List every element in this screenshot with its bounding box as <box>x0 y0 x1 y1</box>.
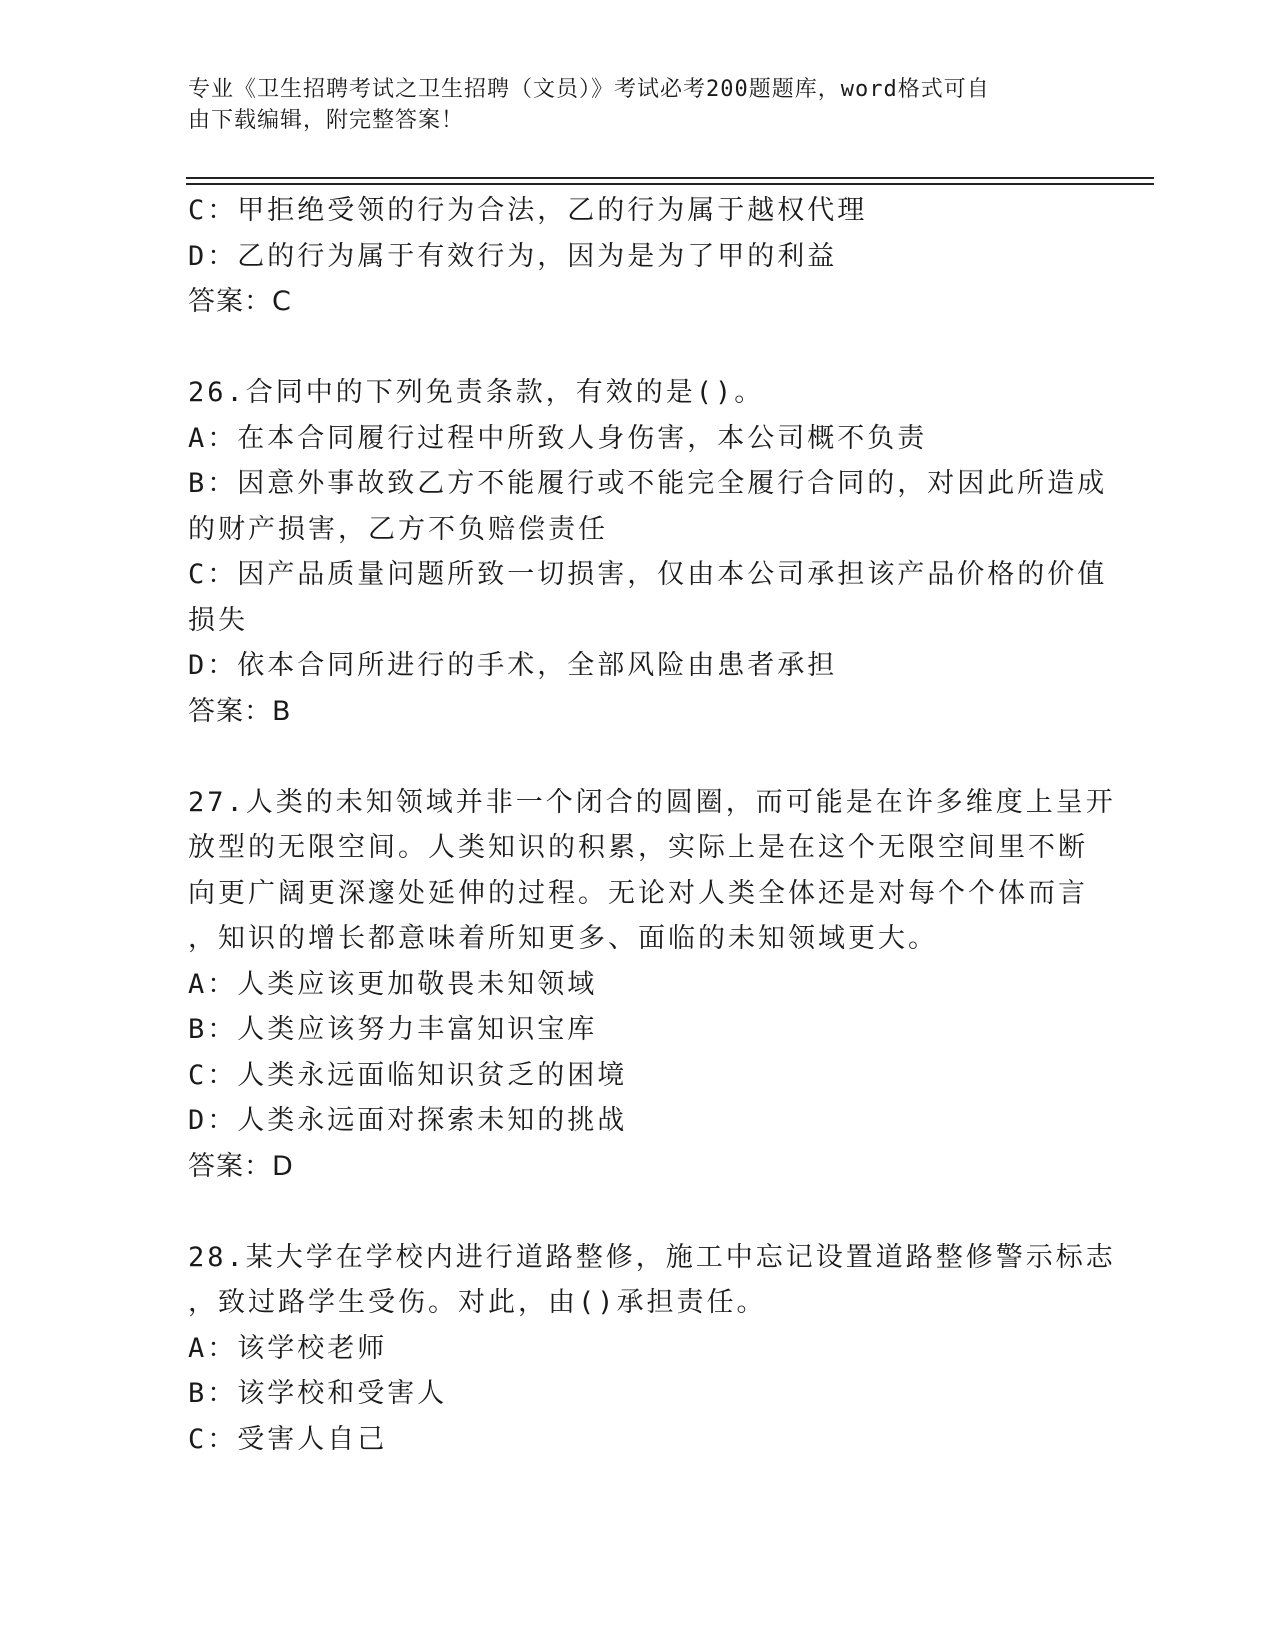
option-a: A：人类应该更加敬畏未知领域 <box>188 968 598 1000</box>
question-28 <box>188 1235 1116 1463</box>
option-c: C：因产品质量问题所致一切损害，仅由本公司承担该产品价格的价值 <box>188 559 1108 590</box>
question-25-tail <box>188 188 1088 325</box>
option-d: D：人类永远面对探索未知的挑战 <box>188 1105 628 1136</box>
question-stem: 28.某大学在学校内进行道路整修，施工中忘记设置道路整修警示标志 <box>188 1241 1116 1273</box>
question-spacer <box>188 1189 1088 1235</box>
option-c: C：受害人自己 <box>188 1423 388 1455</box>
header-line-2: 由下载编辑，附完整答案！ <box>188 108 465 133</box>
answer: 答案：C <box>188 286 292 317</box>
question-stem: 26.合同中的下列免责条款，有效的是()。 <box>188 377 765 408</box>
question-spacer <box>188 325 1088 371</box>
question-27 <box>188 780 1116 1190</box>
question-stem-continued: ，致过路学生受伤。对此，由()承担责任。 <box>188 1287 767 1318</box>
answer: 答案：D <box>188 1150 294 1182</box>
option-c: C：甲拒绝受领的行为合法，乙的行为属于越权代理 <box>188 195 868 226</box>
option-a: A：在本合同履行过程中所致人身伤害，本公司概不负责 <box>188 422 928 454</box>
option-c: C：人类永远面临知识贫乏的困境 <box>188 1059 628 1091</box>
header-divider-top <box>186 177 1154 179</box>
header-line-1: 专业《卫生招聘考试之卫生招聘（文员）》考试必考200题题库，word格式可自 <box>188 77 990 102</box>
option-b-continued: 的财产损害，乙方不负赔偿责任 <box>188 513 608 545</box>
answer: 答案：B <box>188 695 292 727</box>
question-stem-continued: 向更广阔更深邃处延伸的过程。无论对人类全体还是对每个个体而言 <box>188 877 1088 909</box>
question-stem-continued: 放型的无限空间。人类知识的积累，实际上是在这个无限空间里不断 <box>188 832 1088 863</box>
option-d: D：依本合同所进行的手术，全部风险由患者承担 <box>188 650 838 681</box>
option-b: B：该学校和受害人 <box>188 1378 448 1409</box>
option-a: A：该学校老师 <box>188 1332 388 1364</box>
document-header <box>188 74 1068 136</box>
option-b: B：人类应该努力丰富知识宝库 <box>188 1014 598 1045</box>
option-b: B：因意外事故致乙方不能履行或不能完全履行合同的，对因此所造成 <box>188 468 1108 499</box>
question-spacer <box>188 734 1088 780</box>
document-body <box>188 188 1116 1462</box>
question-26 <box>188 370 1108 734</box>
header-divider-bottom <box>186 183 1154 185</box>
option-c-continued: 损失 <box>188 604 248 636</box>
question-stem: 27.人类的未知领域并非一个闭合的圆圈，而可能是在许多维度上呈开 <box>188 786 1116 818</box>
option-d: D：乙的行为属于有效行为，因为是为了甲的利益 <box>188 240 838 272</box>
question-stem-continued: ，知识的增长都意味着所知更多、面临的未知领域更大。 <box>188 923 938 954</box>
